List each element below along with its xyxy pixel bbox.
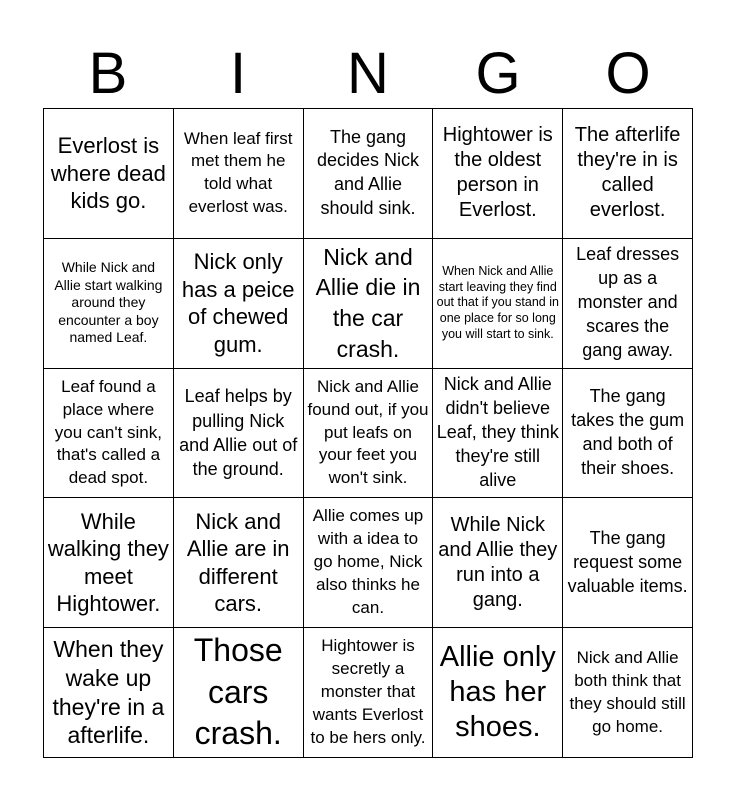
cell-text: When Nick and Allie start leaving they find out that if you stand in one place for so long you will start to sink. xyxy=(436,264,559,341)
header-letter-o: O xyxy=(605,41,651,106)
bingo-cell[interactable] xyxy=(304,498,434,628)
cell-text: Nick and Allie found out, if you put leafs on your feet you won't sink. xyxy=(307,376,429,488)
bingo-card-grid xyxy=(43,108,693,758)
bingo-cell[interactable] xyxy=(304,628,434,758)
bingo-cell[interactable] xyxy=(44,628,174,758)
bingo-cell[interactable] xyxy=(433,628,563,758)
cell-text: While Nick and Allie they run into a gang. xyxy=(438,513,558,611)
bingo-cell[interactable] xyxy=(174,109,304,239)
header-letter-i: I xyxy=(229,41,247,106)
cell-text: The gang decides Nick and Allie should sink. xyxy=(316,126,420,219)
bingo-cell[interactable] xyxy=(563,239,693,369)
cell-text: Those cars crash. xyxy=(193,632,283,752)
bingo-cell[interactable] xyxy=(433,239,563,369)
bingo-cell[interactable] xyxy=(44,109,174,239)
cell-text: When they wake up they're in a afterlife. xyxy=(52,636,165,749)
cell-text: Everlost is where dead kids go. xyxy=(50,133,166,214)
cell-text: While Nick and Allie start walking around they encounter a boy named Leaf. xyxy=(54,259,163,346)
bingo-cell[interactable] xyxy=(563,498,693,628)
cell-text: When leaf first met them he told what everlost was. xyxy=(183,128,293,217)
bingo-cell[interactable] xyxy=(563,369,693,499)
header-letter-b: B xyxy=(88,41,128,106)
bingo-header xyxy=(43,40,693,108)
cell-text: The gang request some valuable items. xyxy=(567,527,688,596)
cell-text: Nick and Allie are in different cars. xyxy=(186,508,290,617)
bingo-cell[interactable] xyxy=(174,369,304,499)
cell-text: Hightower is secretly a monster that wants Everlost to be hers only. xyxy=(310,636,426,747)
cell-text: Nick and Allie both think that they should still go home. xyxy=(569,647,686,736)
cell-text: Nick only has a peice of chewed gum. xyxy=(181,249,295,357)
bingo-cell[interactable] xyxy=(433,369,563,499)
bingo-cell[interactable] xyxy=(44,498,174,628)
cell-text: Allie only has her shoes. xyxy=(439,641,556,743)
bingo-cell[interactable] xyxy=(304,239,434,369)
cell-text: The gang takes the gum and both of their shoes. xyxy=(571,386,685,478)
bingo-cell[interactable] xyxy=(44,369,174,499)
bingo-cell[interactable] xyxy=(433,498,563,628)
bingo-cell[interactable] xyxy=(304,109,434,239)
cell-text: The afterlife they're in is called everlost. xyxy=(574,124,681,222)
bingo-cell[interactable] xyxy=(563,109,693,239)
bingo-cell[interactable] xyxy=(174,498,304,628)
bingo-cell[interactable] xyxy=(174,628,304,758)
cell-text: While walking they meet Hightower. xyxy=(47,508,169,617)
cell-text: Nick and Allie die in the car crash. xyxy=(315,243,421,363)
bingo-cell[interactable] xyxy=(304,369,434,499)
cell-text: Leaf dresses up as a monster and scares the gang away. xyxy=(576,244,680,361)
cell-text: Nick and Allie didn't believe Leaf, they think they're still alive xyxy=(436,374,559,490)
cell-text: Leaf found a place where you can't sink, that's called a dead spot. xyxy=(54,376,162,488)
bingo-cell[interactable] xyxy=(44,239,174,369)
bingo-cell[interactable] xyxy=(174,239,304,369)
cell-text: Leaf helps by pulling Nick and Allie out of the ground. xyxy=(179,386,298,480)
header-letter-g: G xyxy=(475,41,521,106)
bingo-cell[interactable] xyxy=(563,628,693,758)
cell-text: Hightower is the oldest person in Everlost. xyxy=(442,124,553,222)
cell-text: Allie comes up with a idea to go home, Nick also thinks he can. xyxy=(312,506,424,618)
header-letter-n: N xyxy=(347,41,389,106)
bingo-cell[interactable] xyxy=(433,109,563,239)
